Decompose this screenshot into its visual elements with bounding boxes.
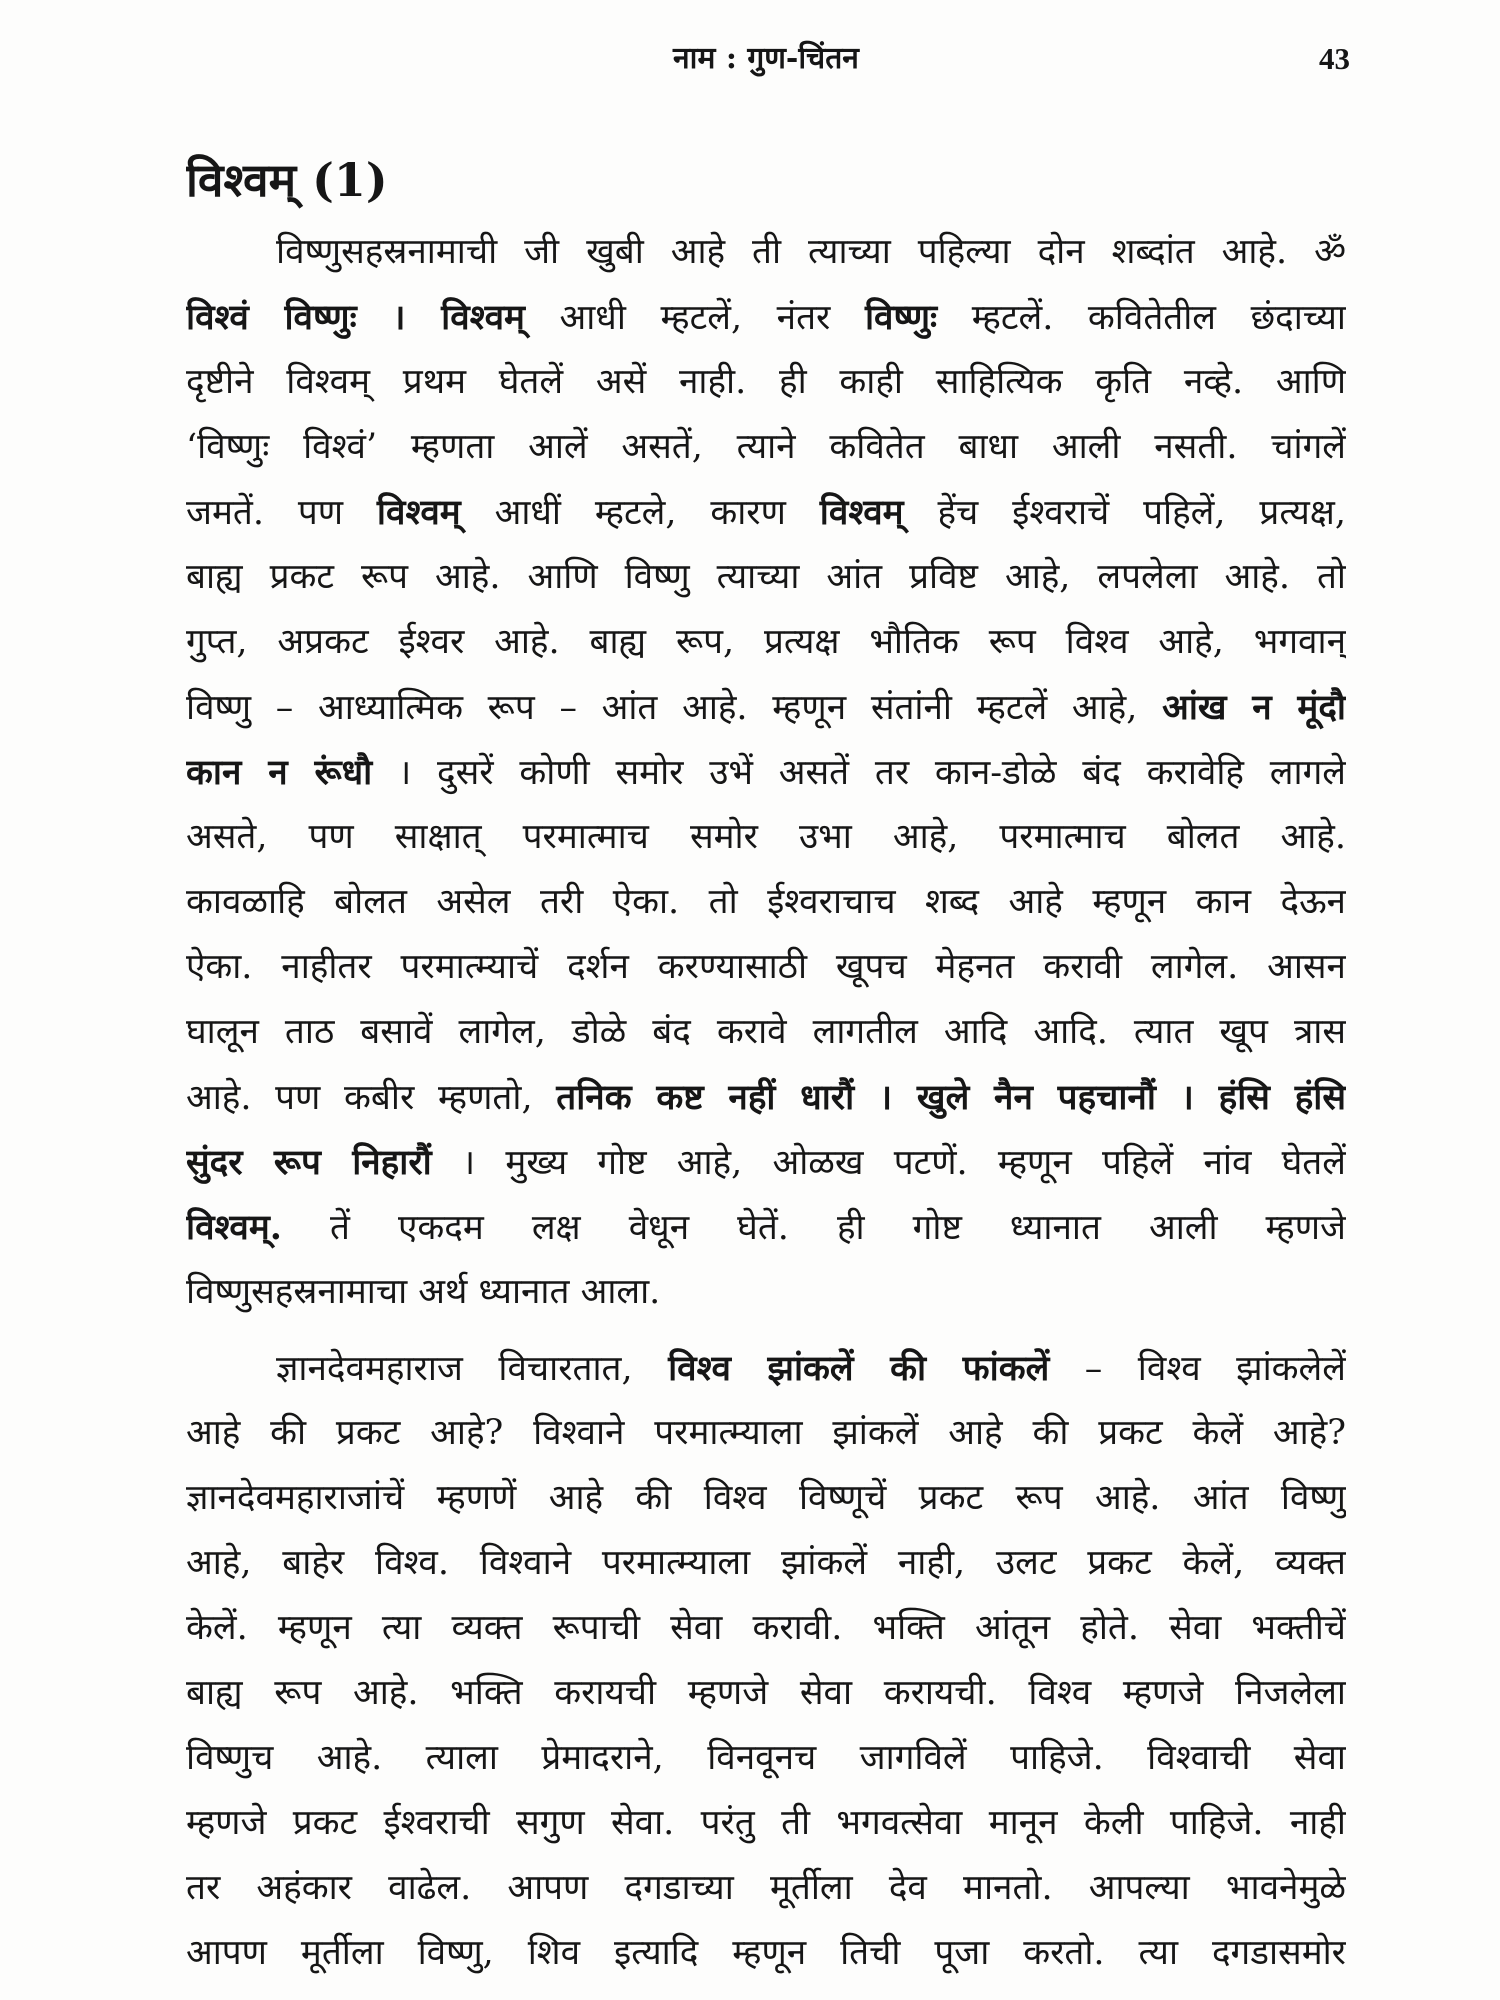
paragraph-2-line-1	[186, 1336, 1346, 1401]
paragraph-1-line-3: दृष्टीने विश्वम् प्रथम घेतलें असें नाही. ही काही साहित्यिक कृति नव्हे. आणि	[186, 362, 1346, 402]
paragraph-1-line-8	[186, 675, 1346, 740]
text-segment: – विश्व झांकलेलें	[1049, 1349, 1346, 1389]
paragraph-1-line-2	[186, 285, 1346, 350]
paragraph-1-line-10: असते, पण साक्षात् परमात्माच समोर उभा आहे, परमात्माच बोलत आहे.	[186, 817, 1346, 857]
bold-phrase: विश्व झांकलें की फांकलें	[668, 1348, 1050, 1389]
paragraph-2-line-5: केलें. म्हणून त्या व्यक्त रूपाची सेवा करावी. भक्ति आंतून होते. सेवा भक्तीचें	[186, 1608, 1346, 1648]
paragraph-1-line-14	[186, 1065, 1346, 1130]
paragraph-1-line-1: विष्णुसहस्रनामाची जी खुबी आहे ती त्याच्या पहिल्या दोन शब्दांत आहे. ॐ	[276, 232, 1346, 272]
bold-phrase: विश्वम्	[376, 492, 461, 533]
paragraph-2-line-6: बाह्य रूप आहे. भक्ति करायची म्हणजे सेवा करायची. विश्व म्हणजे निजलेला	[186, 1673, 1346, 1713]
paragraph-1-line-15	[186, 1130, 1346, 1195]
text-segment: आधी म्हटलें, नंतर	[524, 298, 865, 338]
paragraph-2-line-2: आहे की प्रकट आहे? विश्वाने परमात्म्याला झांकलें आहे की प्रकट केलें आहे?	[186, 1413, 1346, 1453]
paragraph-1-line-13: घालून ताठ बसावें लागेल, डोळे बंद करावे लागतील आदि आदि. त्यात खूप त्रास	[186, 1012, 1346, 1052]
section-heading: विश्वम् (1)	[186, 153, 388, 207]
text-segment: तें एकदम लक्ष वेधून घेतें. ही गोष्ट ध्यानात आली म्हणजे	[281, 1208, 1346, 1248]
text-segment: ज्ञानदेवमहाराज विचारतात,	[276, 1349, 669, 1389]
running-title: नाम : गुण-चिंतन	[673, 41, 859, 76]
paragraph-2-line-3: ज्ञानदेवमहाराजांचें म्हणणें आहे की विश्व विष्णूचें प्रकट रूप आहे. आंत विष्णु	[186, 1478, 1346, 1518]
bold-phrase: विश्वम्	[819, 492, 904, 533]
text-segment: हेंच ईश्वराचें पहिलें, प्रत्यक्ष,	[903, 493, 1346, 533]
paragraph-1-line-4: ‘विष्णुः विश्वं’ म्हणता आलें असतें, त्याने कवितेत बाधा आली नसती. चांगलें	[186, 427, 1346, 467]
paragraph-1	[186, 220, 1346, 1325]
text-segment: म्हटलें. कवितेतील छंदाच्या	[937, 298, 1346, 338]
bold-phrase: विश्वं विष्णुः । विश्वम्	[186, 297, 525, 338]
paragraph-1-line-16	[186, 1195, 1346, 1260]
bold-phrase: विष्णुः	[864, 297, 938, 338]
bold-phrase: तनिक कष्ट नहीं धारौं । खुले नैन पहचानौं । हंसि हंसि	[556, 1077, 1346, 1118]
bold-phrase: सुंदर रूप निहारौं	[186, 1142, 432, 1183]
text-segment: आधीं म्हटले, कारण	[460, 493, 820, 533]
paragraph-2-line-10: आपण मूर्तीला विष्णु, शिव इत्यादि म्हणून तिची पूजा करतो. त्या दगडासमोर	[186, 1933, 1346, 1973]
page-number: 43	[1319, 41, 1350, 76]
text-segment: विष्णु – आध्यात्मिक रूप – आंत आहे. म्हणून संतांनी म्हटलें आहे,	[186, 688, 1163, 728]
paragraph-2-line-7: विष्णुच आहे. त्याला प्रेमादराने, विनवूनच जागविलें पाहिजे. विश्वाची सेवा	[186, 1738, 1346, 1778]
paragraph-1-line-17: विष्णुसहस्रनामाचा अर्थ ध्यानात आला.	[186, 1272, 661, 1312]
paragraph-1-line-12: ऐका. नाहीतर परमात्म्याचें दर्शन करण्यासाठी खूपच मेहनत करावी लागेल. आसन	[186, 947, 1346, 987]
paragraph-1-line-11: कावळाहि बोलत असेल तरी ऐका. तो ईश्वराचाच शब्द आहे म्हणून कान देऊन	[186, 882, 1346, 922]
paragraph-1-line-5	[186, 480, 1346, 545]
text-segment: । दुसरें कोणी समोर उभें असतें तर कान-डोळे बंद करावेहि लागले	[372, 753, 1346, 793]
bold-phrase: आंख न मूंदौ	[1162, 687, 1346, 728]
paragraph-1-line-7: गुप्त, अप्रकट ईश्वर आहे. बाह्य रूप, प्रत्यक्ष भौतिक रूप विश्व आहे, भगवान्	[186, 622, 1346, 662]
paragraph-1-line-9	[186, 740, 1346, 805]
paragraph-1-line-6: बाह्य प्रकट रूप आहे. आणि विष्णु त्याच्या आंत प्रविष्ट आहे, लपलेला आहे. तो	[186, 557, 1346, 597]
paragraph-2-line-9: तर अहंकार वाढेल. आपण दगडाच्या मूर्तीला देव मानतो. आपल्या भावनेमुळे	[186, 1868, 1346, 1908]
paragraph-2	[186, 1336, 1346, 1986]
bold-phrase: विश्वम्.	[186, 1207, 282, 1248]
bold-phrase: कान न रूंधौ	[186, 752, 373, 793]
paragraph-2-line-8: म्हणजे प्रकट ईश्वराची सगुण सेवा. परंतु ती भगवत्सेवा मानून केली पाहिजे. नाही	[186, 1803, 1346, 1843]
text-segment: आहे. पण कबीर म्हणतो,	[186, 1078, 557, 1118]
text-segment: । मुख्य गोष्ट आहे, ओळख पटणें. म्हणून पहिलें नांव घेतलें	[431, 1143, 1346, 1183]
text-segment: जमतें. पण	[186, 493, 377, 533]
paragraph-2-line-4: आहे, बाहेर विश्व. विश्वाने परमात्म्याला झांकलें नाही, उलट प्रकट केलें, व्यक्त	[186, 1543, 1346, 1583]
